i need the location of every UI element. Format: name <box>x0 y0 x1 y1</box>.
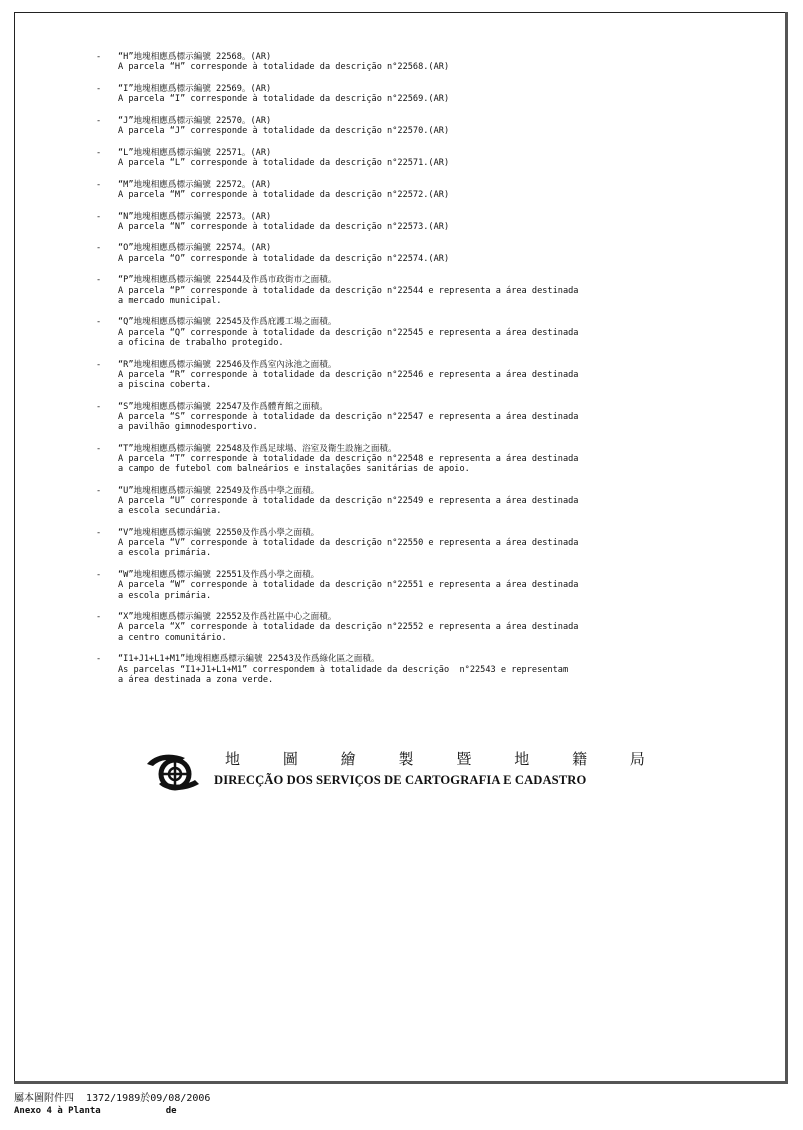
list-item <box>96 317 746 348</box>
entry-chinese-text: “P”地塊相應爲標示編號 22544及作爲市政街市之面積。 <box>118 275 337 286</box>
entry-chinese-text: “S”地塊相應爲標示編號 22547及作爲體育館之面積。 <box>118 401 328 412</box>
entry-portuguese-text: A parcela “M” corresponde à totalidade da descrição n°22572.(AR) <box>118 189 450 200</box>
issuer-name-chinese <box>225 748 645 769</box>
entry-portuguese-text: A parcela “H” corresponde à totalidade da descrição n°22568.(AR) <box>118 62 450 73</box>
list-item <box>96 570 746 601</box>
entry-chinese-text: “M”地塊相應爲標示編號 22572。(AR) <box>118 179 272 190</box>
issuer-name-char: 局 <box>629 750 645 768</box>
list-bullet: - <box>96 401 102 412</box>
list-item <box>96 180 746 200</box>
issuer-name-char: 繪 <box>340 750 356 768</box>
list-item <box>96 486 746 517</box>
list-item <box>96 612 746 643</box>
issuer-name-char: 暨 <box>456 750 472 768</box>
entry-portuguese-text: A parcela “S” corresponde à totalidade da descrição n°22547 e representa a área destinada a pavilhão gimnodesportivo. <box>118 411 579 433</box>
dscc-logo-icon <box>145 750 201 792</box>
entry-portuguese-text: A parcela “N” corresponde à totalidade da descrição n°22573.(AR) <box>118 221 450 232</box>
entry-portuguese-text: A parcela “X” corresponde à totalidade da descrição n°22552 e representa a área destinada a centro comunitário. <box>118 622 579 643</box>
list-bullet: - <box>96 83 102 94</box>
annex-note <box>14 1093 210 1117</box>
list-item <box>96 148 746 168</box>
entry-portuguese-text: A parcela “O” corresponde à totalidade da descrição n°22574.(AR) <box>118 253 450 264</box>
list-item <box>96 444 746 475</box>
list-bullet: - <box>96 485 102 496</box>
issuer-footer <box>145 748 665 808</box>
entry-chinese-text: “T”地塊相應爲標示編號 22548及作爲足球場、浴室及衛生設施之面積。 <box>118 443 397 454</box>
entry-portuguese-text: A parcela “R” corresponde à totalidade da descrição n°22546 e representa a área destinada a piscina coberta. <box>118 369 579 390</box>
annex-note-zh-prefix: 屬本圖附件四 <box>14 1093 74 1104</box>
entry-chinese-text: “L”地塊相應爲標示編號 22571。(AR) <box>118 147 272 158</box>
entry-chinese-text: “J”地塊相應爲標示編號 22570。(AR) <box>118 115 272 126</box>
list-item <box>96 116 746 136</box>
entry-portuguese-text: A parcela “J” corresponde à totalidade da descrição n°22570.(AR) <box>118 126 450 137</box>
entry-chinese-text: “W”地塊相應爲標示編號 22551及作爲小學之面積。 <box>118 570 320 581</box>
plan-number: 1372/1989 <box>86 1093 141 1104</box>
entry-chinese-text: “U”地塊相應爲標示編號 22549及作爲中學之面積。 <box>118 485 320 496</box>
list-item <box>96 528 746 559</box>
list-bullet: - <box>96 317 102 328</box>
frame-shadow-bottom <box>14 1081 788 1084</box>
entry-portuguese-text: A parcela “P” corresponde à totalidade da descrição n°22544 e representa a área destinada a mercado municipal. <box>118 285 579 306</box>
list-bullet: - <box>96 612 102 623</box>
annex-date: 於09/08/2006 <box>140 1093 211 1104</box>
list-item <box>96 275 746 306</box>
entry-portuguese-text: As parcelas “I1+J1+L1+M1” correspondem à totalidade da descrição n°22543 e representam a área destinada a zona verde. <box>118 664 569 685</box>
entry-portuguese-text: A parcela “V” corresponde à totalidade da descrição n°22550 e representa a área destinada a escola primária. <box>118 538 579 559</box>
issuer-name-char: 製 <box>398 750 414 768</box>
entry-chinese-text: “Q”地塊相應爲標示編號 22545及作爲庇護工場之面積。 <box>118 317 337 328</box>
entry-portuguese-text: A parcela “I” corresponde à totalidade da descrição n°22569.(AR) <box>118 94 450 105</box>
issuer-name-char: 籍 <box>572 750 588 768</box>
issuer-name-portuguese: DIRECÇÃO DOS SERVIÇOS DE CARTOGRAFIA E CADASTRO <box>214 773 587 787</box>
list-item <box>96 52 746 72</box>
list-bullet: - <box>96 211 102 222</box>
list-bullet: - <box>96 147 102 158</box>
list-bullet: - <box>96 443 102 454</box>
list-bullet: - <box>96 528 102 538</box>
entry-portuguese-text: A parcela “U” corresponde à totalidade da descrição n°22549 e representa a área destinada a escola secundária. <box>118 496 579 517</box>
entry-chinese-text: “R”地塊相應爲標示編號 22546及作爲室內泳池之面積。 <box>118 359 337 370</box>
list-bullet: - <box>96 52 102 62</box>
entry-portuguese-text: A parcela “T” corresponde à totalidade da descrição n°22548 e representa a área destinada a campo de futebol com balneários e instalações sanitárias de apoio. <box>118 453 579 475</box>
entry-chinese-text: “N”地塊相應爲標示編號 22573。(AR) <box>118 211 272 222</box>
annex-note-de: de <box>165 1106 177 1116</box>
issuer-name-char: 圖 <box>282 750 298 768</box>
issuer-name-char: 地 <box>225 750 241 768</box>
list-bullet: - <box>96 570 102 581</box>
entry-portuguese-text: A parcela “L” corresponde à totalidade da descrição n°22571.(AR) <box>118 157 450 168</box>
list-item <box>96 243 746 263</box>
list-bullet: - <box>96 654 102 665</box>
entry-chinese-text: “I”地塊相應爲標示編號 22569。(AR) <box>118 83 272 94</box>
parcel-list <box>96 52 746 696</box>
entry-chinese-text: “V”地塊相應爲標示編號 22550及作爲小學之面積。 <box>118 528 320 538</box>
entry-portuguese-text: A parcela “W” corresponde à totalidade da descrição n°22551 e representa a área destinada a escola primária. <box>118 580 579 601</box>
list-item <box>96 402 746 433</box>
frame-shadow-right <box>785 12 788 1084</box>
annex-note-pt: Anexo 4 à Planta <box>14 1106 101 1116</box>
entry-chinese-text: “X”地塊相應爲標示編號 22552及作爲社區中心之面積。 <box>118 612 337 623</box>
list-bullet: - <box>96 243 102 254</box>
list-bullet: - <box>96 275 102 286</box>
list-bullet: - <box>96 179 102 190</box>
list-item <box>96 360 746 391</box>
entry-portuguese-text: A parcela “Q” corresponde à totalidade da descrição n°22545 e representa a área destinada a oficina de trabalho protegido. <box>118 327 579 348</box>
issuer-name-char: 地 <box>514 750 530 768</box>
list-item <box>96 84 746 104</box>
entry-chinese-text: “O”地塊相應爲標示編號 22574。(AR) <box>118 243 272 254</box>
list-bullet: - <box>96 359 102 370</box>
entry-chinese-text: “I1+J1+L1+M1”地塊相應爲標示編號 22543及作爲綠化區之面積。 <box>118 654 380 665</box>
list-item <box>96 654 746 685</box>
list-item <box>96 212 746 232</box>
list-bullet: - <box>96 115 102 126</box>
entry-chinese-text: “H”地塊相應爲標示編號 22568。(AR) <box>118 52 272 62</box>
